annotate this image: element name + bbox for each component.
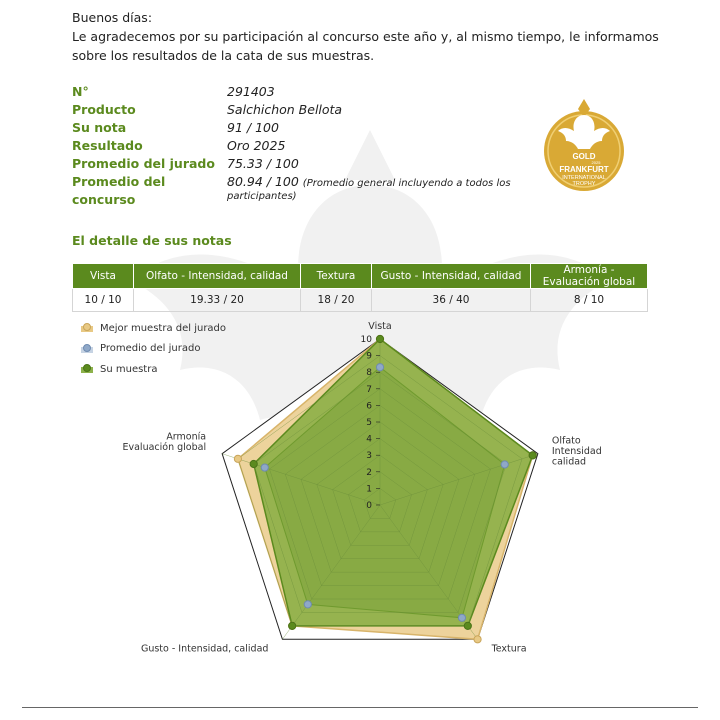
greeting [72,8,672,65]
series-point [250,460,257,467]
axis-label: Vista [368,321,392,332]
legend-label: Mejor muestra del jurado [100,322,227,334]
axis-label: Textura [491,643,527,655]
legend-swatch-icon [80,323,94,333]
series-point [474,636,481,643]
table-header: Textura [301,264,372,289]
series-point [234,455,241,462]
axis-label: Gusto - Intensidad, calidad [140,643,269,655]
chart-legend [80,318,226,380]
contest-average-note-cont: participantes) [227,191,297,202]
contest-average-value: 80.94 / 100 [227,174,299,189]
info-label: Producto [72,102,136,117]
series-point [458,614,465,621]
series-point [304,601,311,608]
info-label: Promedio del concurso [72,174,166,207]
footer-divider [22,707,698,708]
legend-label: Promedio del jurado [100,343,201,355]
info-row-number [72,83,511,101]
tick-label: 10 [360,335,372,345]
tick-label: 3 [366,451,372,462]
contest-average-note: (Promedio general incluyendo a todos los [302,178,511,189]
greeting-body: Le agradecemos por su participación al concurso este año y, al mismo tiempo, le informamos sobre los resultados de la cata de sus muestras. [72,29,659,63]
axis-label: Armonía Evaluación global [122,431,207,454]
info-label: Promedio del jurado [72,156,215,171]
info-value: 75.33 / 100 [227,156,299,171]
tick-label: 0 [366,501,372,511]
series-point [289,622,296,629]
info-value: 291403 [227,84,275,99]
gold-medal-badge-icon [538,95,630,195]
table-cell: 8 / 10 [531,289,648,312]
table-cell: 19.33 / 20 [134,289,301,312]
tick-label: 8 [366,368,372,379]
table-header: Vista [73,264,134,289]
tick-label: 5 [366,418,372,428]
table-header-row [73,264,648,289]
tick-label: 9 [366,351,372,362]
info-value: Oro 2025 [227,138,286,153]
info-row-result [72,137,511,155]
badge-gold: GOLD [572,152,596,161]
info-value: Salchichon Bellota [227,102,343,117]
greeting-salutation: Buenos días: [72,10,153,25]
info-value: 91 / 100 [227,120,279,135]
badge-year: 2025 [591,160,601,165]
legend-item [80,318,226,339]
legend-swatch-icon [80,364,94,374]
badge-frankfurt: FRANKFURT [559,165,609,174]
series-point [529,452,536,459]
info-label: N° [72,84,89,99]
tick-label: 6 [366,401,372,412]
info-label: Resultado [72,138,143,153]
table-header: Gusto - Intensidad, calidad [372,264,531,289]
tick-label: 7 [366,384,372,395]
legend-item [80,339,226,360]
badge-international: INTERNATIONAL [562,175,606,181]
legend-swatch-icon [80,344,94,354]
series-point [376,335,383,342]
axis-label: Olfato Intensidad calidad [551,435,602,468]
info-row-product [72,101,511,119]
legend-item [80,359,226,380]
series-point [501,461,508,468]
sample-info [72,83,511,207]
legend-label: Su muestra [100,363,158,375]
series-point [464,622,471,629]
table-header: Armonía - Evaluación global [531,264,648,289]
tick-label: 4 [366,434,372,445]
tick-label: 1 [366,484,372,495]
table-header: Olfato - Intensidad, calidad [134,264,301,289]
table-cell: 18 / 20 [301,289,372,312]
table-cell: 10 / 10 [73,289,134,312]
info-row-jury-average [72,155,511,173]
badge-trophy: TROPHY [572,181,596,187]
tick-label: 2 [366,467,372,478]
info-label: Su nota [72,120,127,135]
info-value [227,173,511,191]
info-row-score [72,119,511,137]
series-point [261,464,268,471]
table-cell: 36 / 40 [372,289,531,312]
series-point [376,364,383,371]
section-title: El detalle de sus notas [72,233,232,248]
